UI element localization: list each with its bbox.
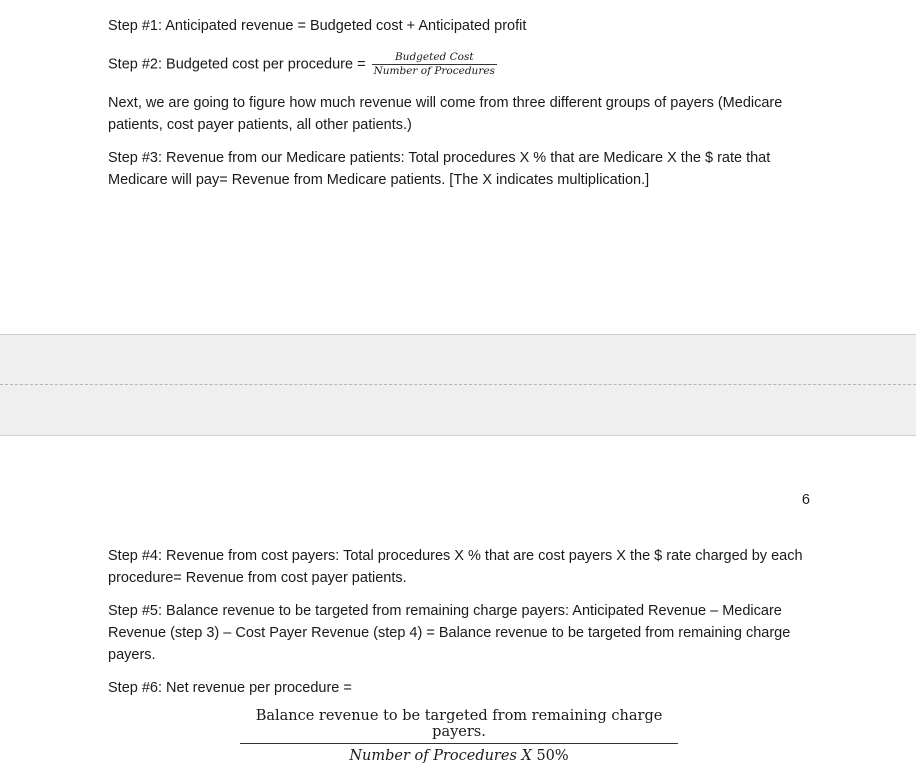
step-2-label: Step #2: Budgeted cost per procedure = bbox=[108, 56, 366, 73]
step-6-denominator-text: Number of Procedures X bbox=[349, 748, 532, 764]
step-6-numerator: Balance revenue to be targeted from remaining charge payers. bbox=[240, 708, 678, 744]
step-2-fraction bbox=[372, 51, 497, 78]
step-2-denominator: Number of Procedures bbox=[373, 65, 495, 77]
step-2-numerator: Budgeted Cost bbox=[372, 51, 497, 65]
step-1-text: Step #1: Anticipated revenue = Budgeted cost + Anticipated profit bbox=[108, 18, 527, 34]
document-page-6 bbox=[0, 436, 916, 770]
step-5-text: Step #5: Balance revenue to be targeted from remaining charge payers: Anticipated Revenue – Medicare Revenue (step 3) – Cost Payer Revenue (step 4) = Balance revenue to be targeted from remaining charge payers. bbox=[108, 603, 791, 663]
document-page-5 bbox=[0, 0, 916, 334]
step-6-denominator bbox=[240, 744, 678, 764]
step-6-fraction bbox=[240, 708, 678, 764]
step-6-label: Step #6: Net revenue per procedure = bbox=[108, 680, 352, 696]
page-number: 6 bbox=[801, 492, 810, 508]
page-gap bbox=[0, 334, 916, 436]
page-break-divider bbox=[0, 384, 916, 385]
next-paragraph: Next, we are going to figure how much revenue will come from three different groups of payers (Medicare patients, cost payer patients, all other patients.) bbox=[108, 95, 783, 133]
step-3-text: Step #3: Revenue from our Medicare patients: Total procedures X % that are Medicare X the $ rate that Medicare will pay= Revenue from Medicare patients. [The X indicates multiplication.] bbox=[108, 150, 771, 188]
step-2-line bbox=[108, 51, 828, 78]
step-6-denominator-value: 50% bbox=[536, 748, 569, 764]
step-4-text: Step #4: Revenue from cost payers: Total procedures X % that are cost payers X the $ rate charged by each procedure= Revenue from cost payer patients. bbox=[108, 548, 803, 586]
